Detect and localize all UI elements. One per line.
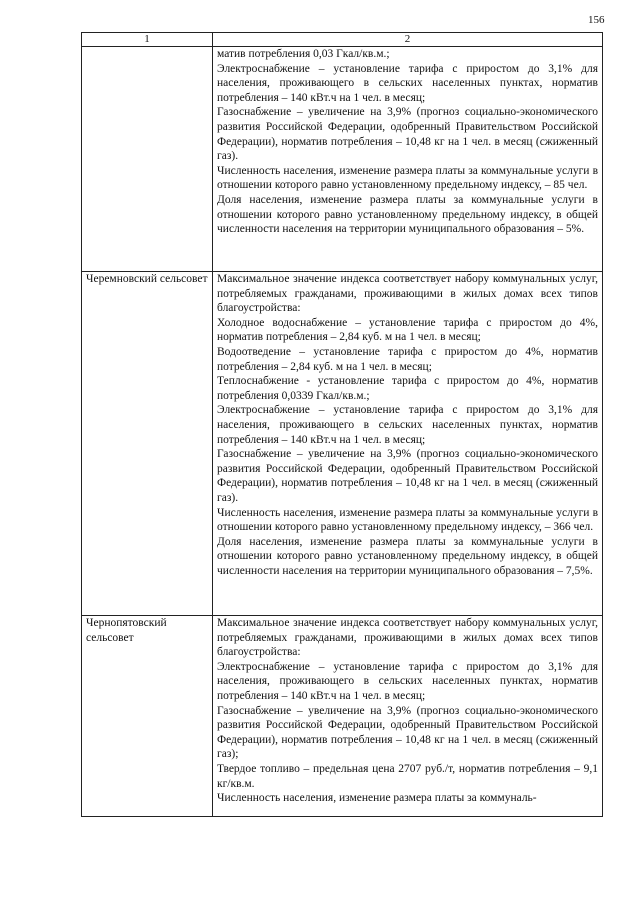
paragraph: Доля населения, изменение размера платы за коммунальные услуги в отношении которого равно установленному предельному индексу, в общей численности населения на территории муниципального образования – 7,5%. [217,535,598,577]
municipality-cell: Чернопятовский сельсовет [82,616,213,817]
paragraph: Максимальное значение индекса соответствует набору коммунальных услуг, потребляемых гражданами, проживающими в жилых домах всех типов благоустройства: [217,273,598,315]
paragraph: Доля населения, изменение размера платы за коммунальные услуги в отношении которого равно установленному предельному индексу, в общей численности населения на территории муниципального образования – 5%. [217,193,598,236]
paragraph: матив потребления 0,03 Гкал/кв.м.; [217,48,390,60]
paragraph: Водоотведение – установление тарифа с приростом до 4%, норматив потребления – 2,84 куб. м на 1 чел. в месяц; [217,345,598,373]
municipality-cell: Черемновский сельсовет [82,272,213,616]
tariff-table [81,32,603,817]
description-cell [213,272,603,616]
paragraph: Холодное водоснабжение – установление тарифа с приростом до 4%, норматив потребления – 2,84 куб. м на 1 чел. в месяц; [217,316,598,344]
municipality-cell [82,47,213,272]
column-header-2: 2 [213,33,603,47]
paragraph: Электроснабжение – установление тарифа с приростом до 3,1% для населения, проживающего в сельских населенных пунктах, норматив потребления – 140 кВт.ч на 1 чел. в месяц; [217,404,598,446]
paragraph: Теплоснабжение - установление тарифа с приростом до 4%, норматив потребления 0,0339 Гкал/кв.м.; [217,375,598,402]
paragraph: Максимальное значение индекса соответствует набору коммунальных услуг, потребляемых гражданами, проживающими в жилых домах всех типов благоустройства: [217,617,598,659]
paragraph: Твердое топливо – предельная цена 2707 руб./т, норматив потребления – 9,1 кг/кв.м. [217,762,598,790]
table-header-row [82,33,603,47]
table-row [82,47,603,272]
paragraph: Электроснабжение – установление тарифа с приростом до 3,1% для населения, проживающего в сельских населенных пунктах, норматив потребления – 140 кВт.ч на 1 чел. в месяц; [217,660,598,702]
table-row [82,272,603,616]
column-header-1: 1 [82,33,213,47]
paragraph: Численность населения, изменение размера платы за коммунальные услуги в отношении которого равно установленному предельному индексу, – 85 чел. [217,164,598,192]
paragraph: Газоснабжение – увеличение на 3,9% (прогноз социально-экономического развития Российской Федерации, одобренный Правительством Российской Федерации), норматив потребления – 10,48 кг на 1 чел. в месяц (сжиженный газ); [217,704,598,761]
table-row [82,616,603,817]
paragraph: Газоснабжение – увеличение на 3,9% (прогноз социально-экономического развития Российской Федерации, одобренный Правительством Российской Федерации), норматив потребления – 10,48 кг на 1 чел. в месяц (сжиженный газ). [217,448,598,504]
description-cell [213,616,603,817]
paragraph: Численность населения, изменение размера платы за коммунальные услуги в отношении которого равно установленному предельному индексу, – 366 чел. [217,506,598,534]
paragraph: Газоснабжение – увеличение на 3,9% (прогноз социально-экономического развития Российской Федерации, одобренный Правительством Российской Федерации), норматив потребления – 10,48 кг на 1 чел. в месяц (сжиженный газ). [217,106,598,163]
description-cell [213,47,603,272]
paragraph: Численность населения, изменение размера платы за коммуналь- [217,792,537,805]
paragraph: Электроснабжение – установление тарифа с приростом до 3,1% для населения, проживающего в сельских населенных пунктах, норматив потребления – 140 кВт.ч на 1 чел. в месяц; [217,62,598,104]
page-number: 156 [588,14,605,26]
